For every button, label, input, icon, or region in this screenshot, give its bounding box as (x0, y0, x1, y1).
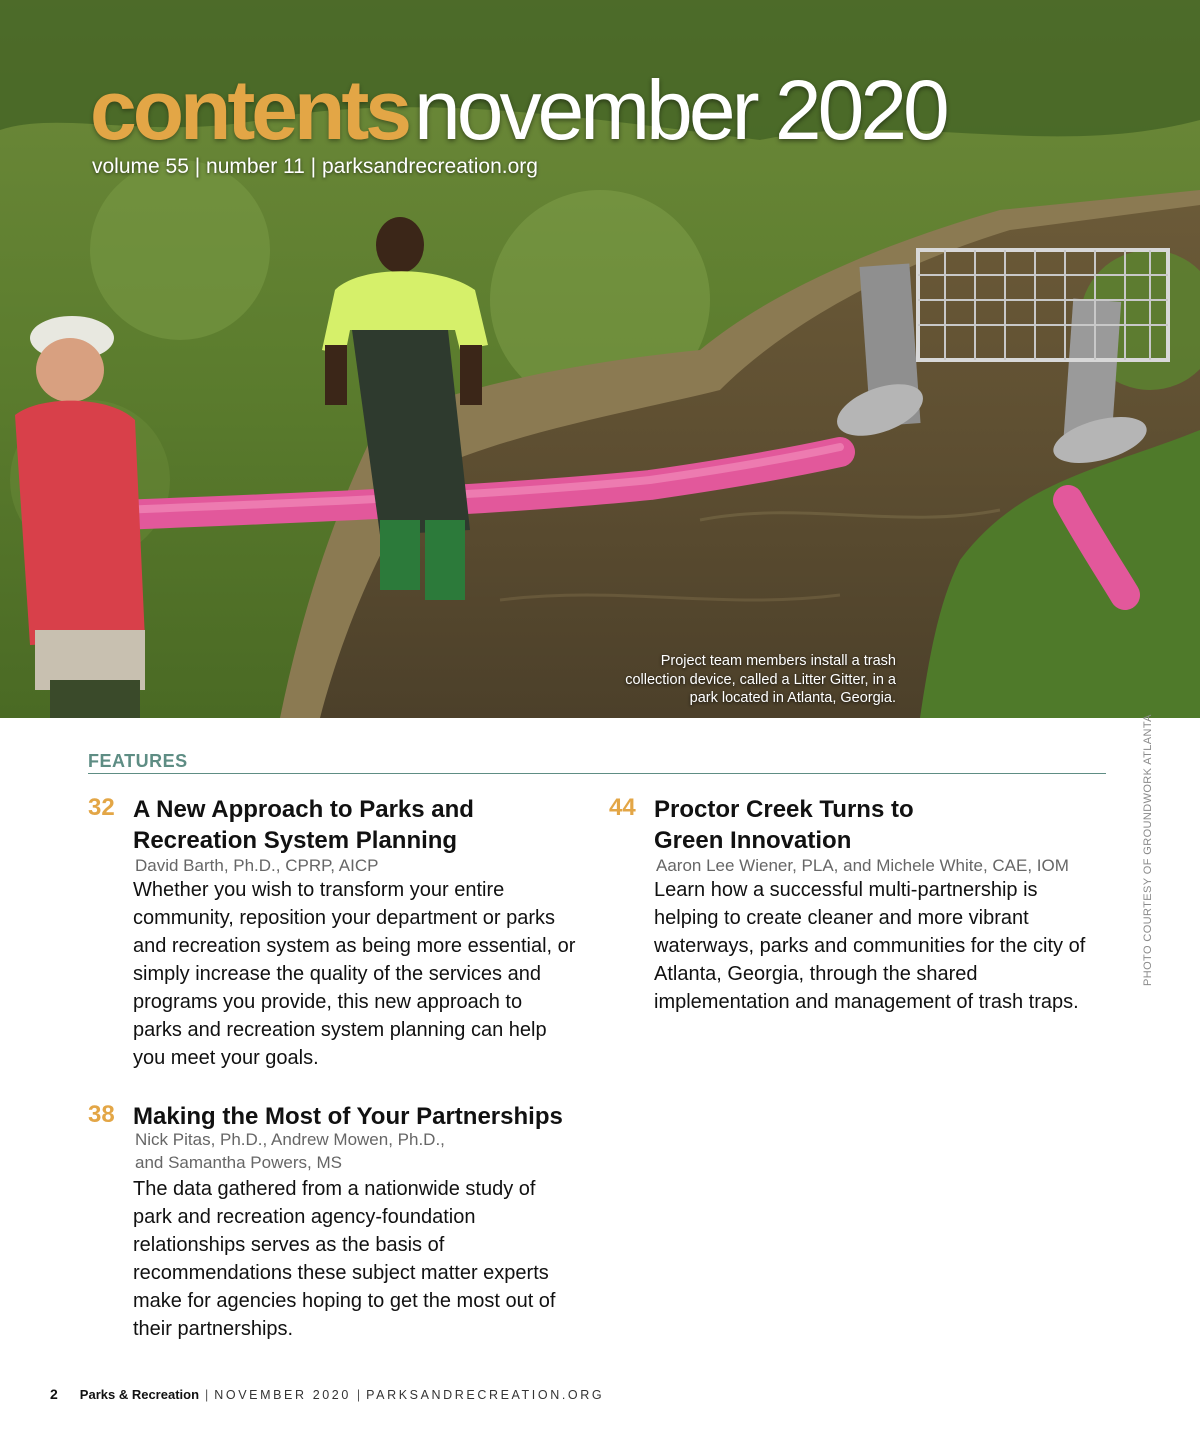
feature-summary: Whether you wish to transform your entire community, reposition your department or parks and recreation system as being more essential, or simply increase the quality of the services and programs you provide, this new approach to parks and recreation system planning can help you meet your goals. (133, 879, 576, 1069)
features-divider (88, 773, 1106, 774)
feature-page-number[interactable]: 32 (88, 794, 115, 821)
feature-page-number[interactable]: 38 (88, 1101, 115, 1128)
footer-issue: NOVEMBER 2020 (214, 1388, 351, 1402)
feature-author: Aaron Lee Wiener, PLA, and Michele White, CAE, IOM (656, 856, 1069, 875)
feature-summary: Learn how a successful multi-partnership is helping to create cleaner and more vibrant waterways, parks and communities for the city of Atlanta, Georgia, through the shared implementation and management of trash traps. (654, 879, 1086, 1013)
footer-url[interactable]: PARKSANDRECREATION.ORG (366, 1388, 605, 1402)
feature-author: Nick Pitas, Ph.D., Andrew Mowen, Ph.D., and Samantha Powers, MS (135, 1130, 445, 1172)
footer-separator: | (205, 1388, 209, 1402)
photo-credit: PHOTO COURTESY OF GROUNDWORK ATLANTA (1142, 714, 1154, 986)
footer-separator: | (356, 1388, 361, 1402)
page-footer (50, 1386, 604, 1402)
magazine-name: Parks & Recreation (79, 1387, 200, 1402)
feature-author: David Barth, Ph.D., CPRP, AICP (135, 856, 379, 875)
issue-heading: november 2020 (414, 63, 946, 157)
feature-title[interactable]: Making the Most of Your Partnerships (133, 1103, 563, 1130)
feature-page-number[interactable]: 44 (609, 794, 636, 821)
contents-heading: contents (90, 63, 409, 157)
volume-line: volume 55 | number 11 | parksandrecreation.org (92, 155, 538, 178)
photo-caption: Project team members install a trash collection device, called a Litter Gitter, in a park located in Atlanta, Georgia. (625, 653, 896, 706)
feature-title[interactable]: Proctor Creek Turns to Green Innovation (654, 796, 914, 854)
masthead (90, 62, 946, 159)
feature-item[interactable] (88, 794, 598, 1084)
features-heading: FEATURES (88, 751, 188, 771)
feature-summary: The data gathered from a nationwide study of park and recreation agency-foundation relationships serves as the basis of recommendations these subject matter experts make for agencies hoping to get the most out of their partnerships. (133, 1178, 556, 1340)
feature-item[interactable] (88, 1101, 598, 1351)
feature-item[interactable] (609, 794, 1109, 1024)
feature-title[interactable]: A New Approach to Parks and Recreation System Planning (133, 796, 474, 854)
page-number: 2 (50, 1386, 58, 1402)
